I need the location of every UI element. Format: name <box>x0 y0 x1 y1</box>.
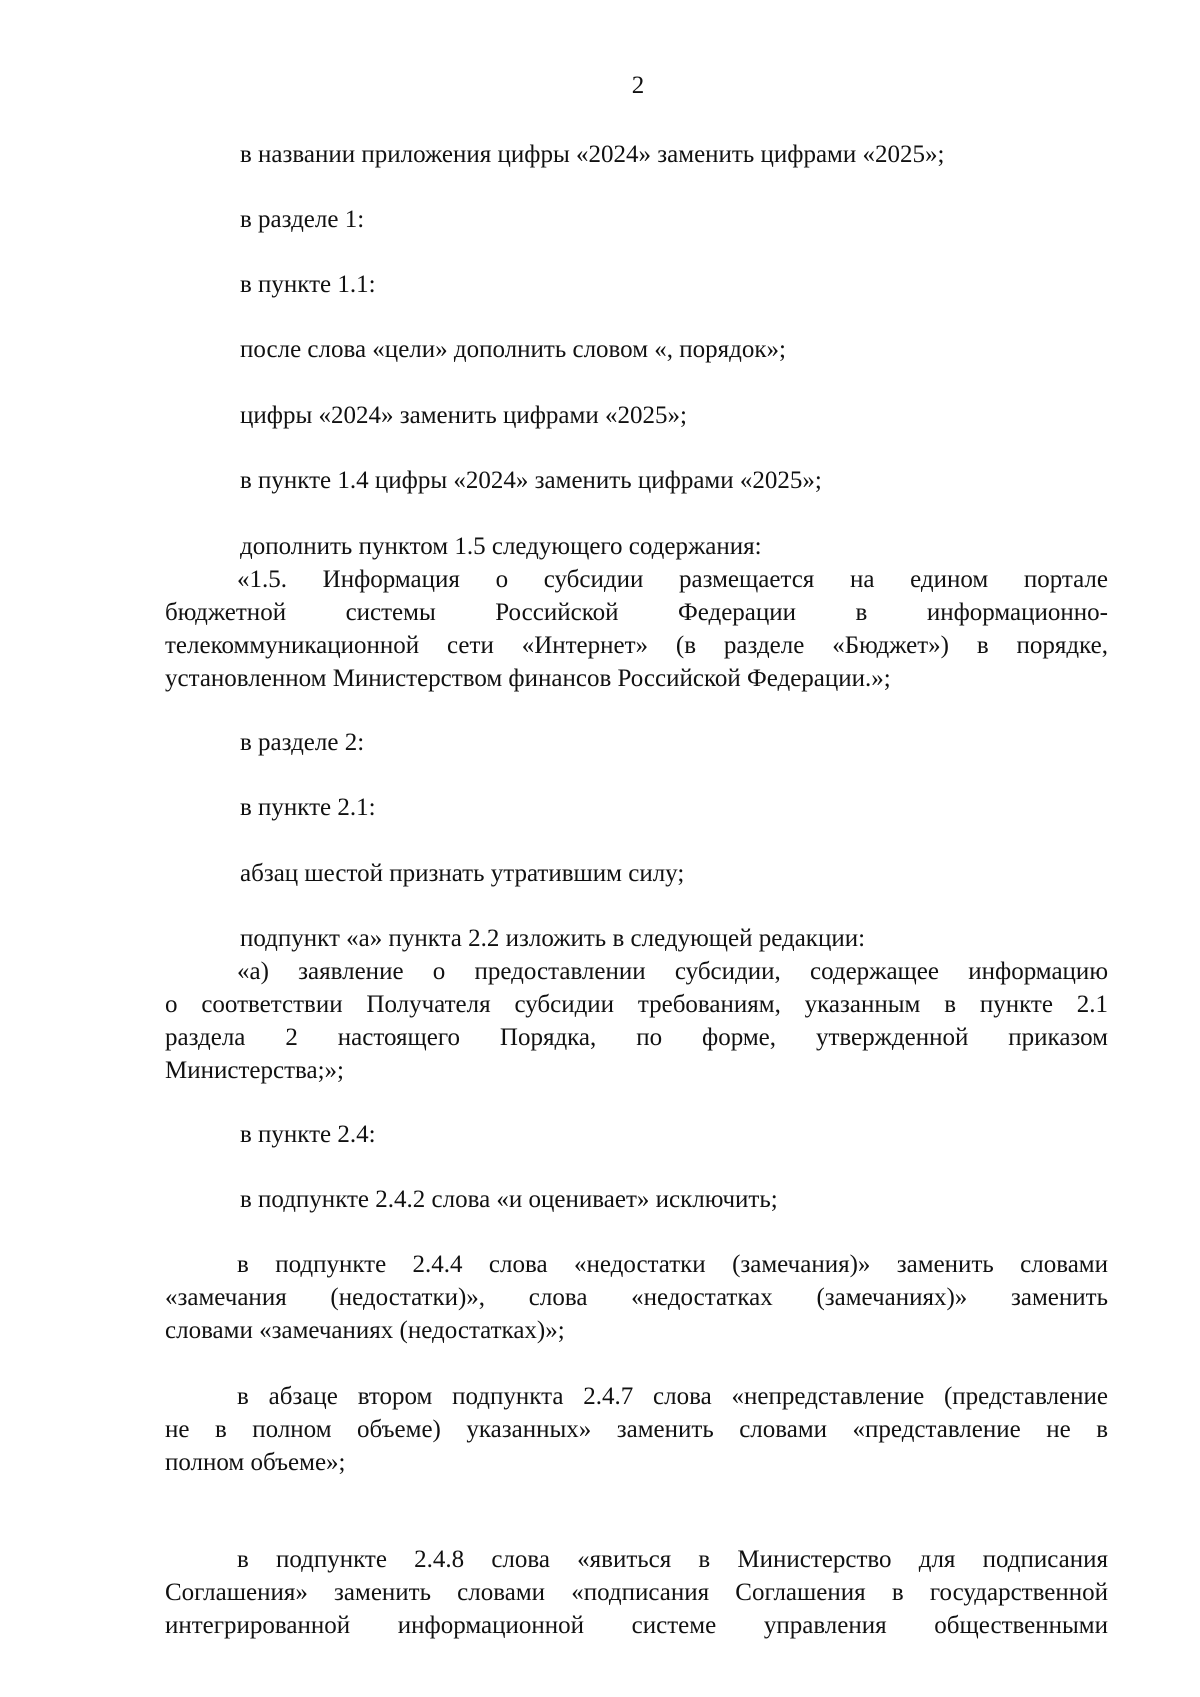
paragraph-point-1-4: в пункте 1.4 цифры «2024» заменить цифрами «2025»; <box>240 467 822 494</box>
paragraph-appendix-title: в названии приложения цифры «2024» заменить цифрами «2025»; <box>240 141 945 168</box>
paragraph-add-point-1-5: дополнить пунктом 1.5 следующего содержания: <box>240 533 762 560</box>
paragraph-section-2: в разделе 2: <box>240 729 365 756</box>
paragraph-line: Соглашения» заменить словами «подписания Соглашения в государственной <box>165 1579 1108 1606</box>
paragraph-line: в абзаце втором подпункта 2.4.7 слова «непредставление (представление <box>237 1383 1108 1410</box>
paragraph-digits-replace: цифры «2024» заменить цифрами «2025»; <box>240 402 687 429</box>
paragraph-subpoint-2-4-2: в подпункте 2.4.2 слова «и оценивает» исключить; <box>240 1186 778 1213</box>
paragraph-section-1: в разделе 1: <box>240 206 365 233</box>
quote-subpoint-a <box>165 955 1108 1087</box>
paragraph-subpoint-2-4-7 <box>165 1380 1108 1479</box>
page-number: 2 <box>631 72 645 99</box>
paragraph-point-1-1: в пункте 1.1: <box>240 271 376 298</box>
paragraph-sixth-abzac: абзац шестой признать утратившим силу; <box>240 860 685 887</box>
quote-line: Министерства;»; <box>165 1057 344 1084</box>
paragraph-line: полном объеме»; <box>165 1449 346 1476</box>
quote-line: телекоммуникационной сети «Интернет» (в разделе «Бюджет») в порядке, <box>165 632 1108 659</box>
paragraph-line: интегрированной информационной системе управления общественными <box>165 1612 1108 1639</box>
quote-line: раздела 2 настоящего Порядка, по форме, утвержденной приказом <box>165 1024 1108 1051</box>
quote-line: «а) заявление о предоставлении субсидии, содержащее информацию <box>237 958 1108 985</box>
paragraph-subpoint-2-4-8 <box>165 1543 1108 1642</box>
paragraph-subpoint-2-4-4 <box>165 1248 1108 1347</box>
quote-line: установленном Министерством финансов Российской Федерации.»; <box>165 665 891 692</box>
paragraph-line: «замечания (недостатки)», слова «недостатках (замечаниях)» заменить <box>165 1284 1108 1311</box>
quote-line: бюджетной системы Российской Федерации в информационно- <box>165 599 1108 626</box>
paragraph-line: в подпункте 2.4.8 слова «явиться в Министерство для подписания <box>237 1546 1108 1573</box>
quote-line: о соответствии Получателя субсидии требованиям, указанным в пункте 2.1 <box>165 991 1108 1018</box>
quote-line: «1.5. Информация о субсидии размещается на едином портале <box>237 566 1108 593</box>
paragraph-line: словами «замечаниях (недостатках)»; <box>165 1317 565 1344</box>
paragraph-line: не в полном объеме) указанных» заменить словами «представление не в <box>165 1416 1108 1443</box>
paragraph-point-2-1: в пункте 2.1: <box>240 794 376 821</box>
paragraph-subpoint-a: подпункт «а» пункта 2.2 изложить в следующей редакции: <box>240 925 866 952</box>
paragraph-point-2-4: в пункте 2.4: <box>240 1121 376 1148</box>
paragraph-line: в подпункте 2.4.4 слова «недостатки (замечания)» заменить словами <box>237 1251 1108 1278</box>
quote-point-1-5 <box>165 563 1108 695</box>
paragraph-after-word-goals: после слова «цели» дополнить словом «, порядок»; <box>240 336 786 363</box>
